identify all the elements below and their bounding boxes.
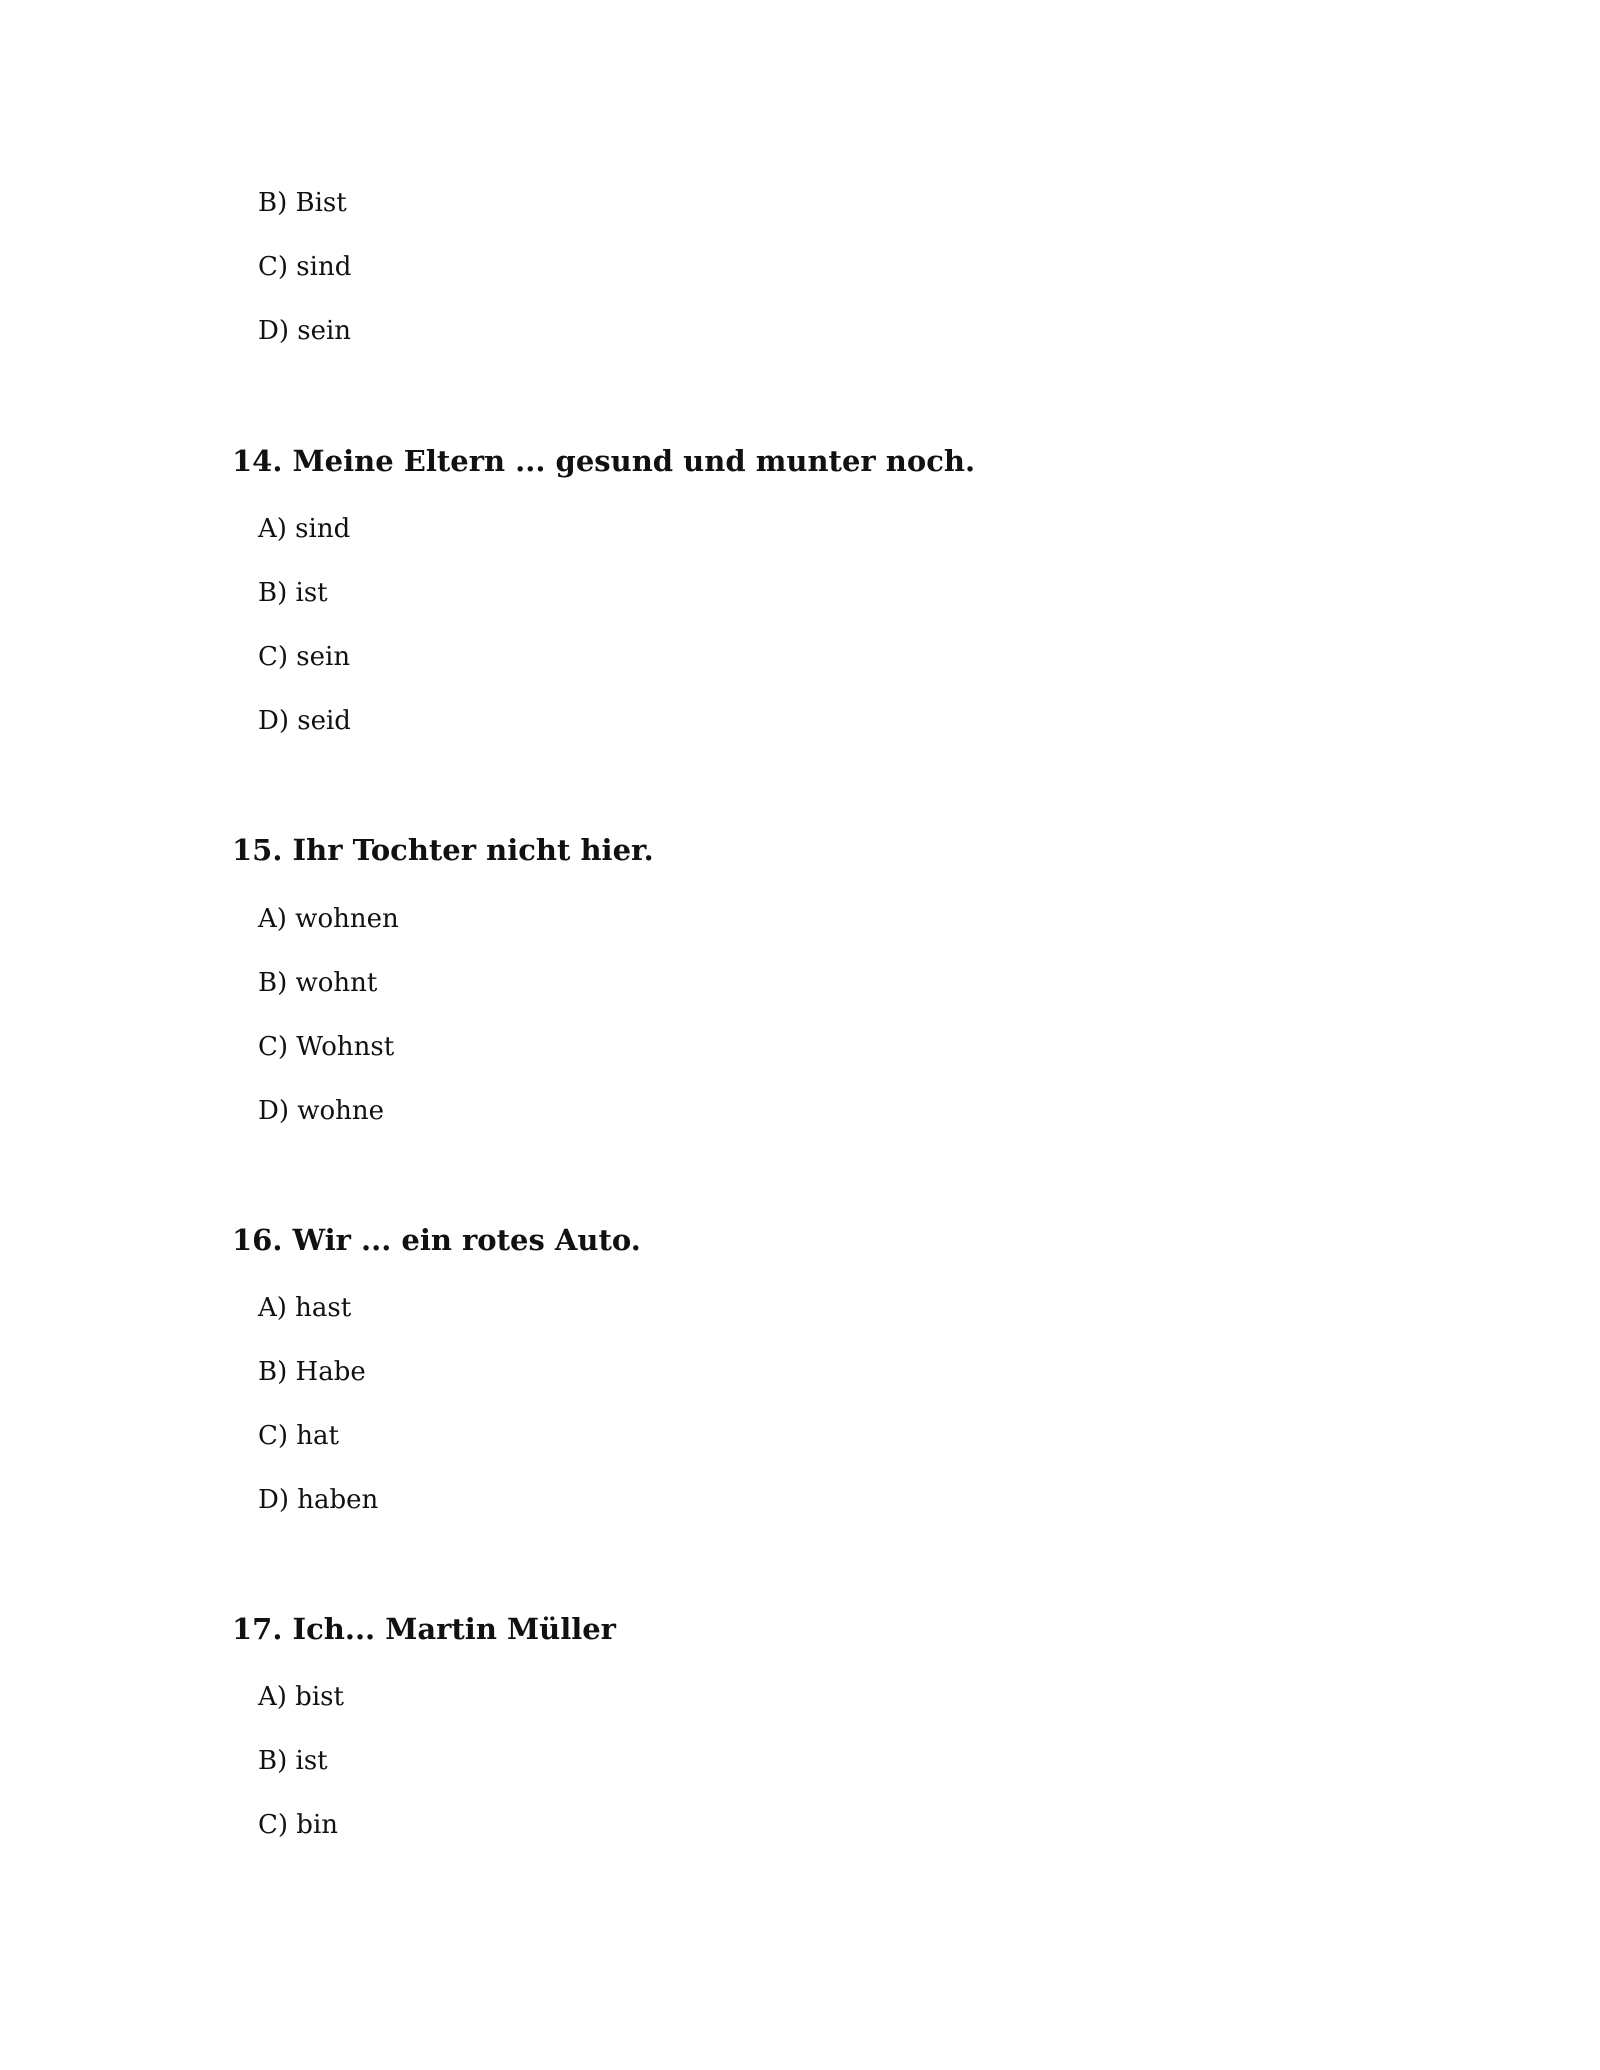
option-17-a: A) bist: [258, 1682, 344, 1712]
option-13-c: C) sind: [258, 252, 352, 282]
option-16-c: C) hat: [258, 1421, 339, 1451]
option-14-a: A) sind: [258, 514, 351, 544]
question-14-title: 14. Meine Eltern ... gesund und munter noch.: [232, 444, 976, 478]
option-13-b: B) Bist: [258, 188, 347, 218]
option-14-c: C) sein: [258, 642, 351, 672]
question-15-title: 15. Ihr Tochter nicht hier.: [232, 833, 654, 867]
option-17-b: B) ist: [258, 1746, 328, 1776]
option-15-c: C) Wohnst: [258, 1032, 395, 1062]
option-16-d: D) haben: [258, 1485, 379, 1515]
question-17-title: 17. Ich... Martin Müller: [232, 1612, 616, 1646]
option-15-a: A) wohnen: [258, 904, 399, 934]
option-15-b: B) wohnt: [258, 968, 378, 998]
option-15-d: D) wohne: [258, 1096, 385, 1126]
option-14-d: D) seid: [258, 706, 351, 736]
option-14-b: B) ist: [258, 578, 328, 608]
option-16-a: A) hast: [258, 1293, 352, 1323]
option-17-c: C) bin: [258, 1810, 339, 1840]
question-16-title: 16. Wir ... ein rotes Auto.: [232, 1223, 641, 1257]
option-16-b: B) Habe: [258, 1357, 366, 1387]
option-13-d: D) sein: [258, 316, 352, 346]
